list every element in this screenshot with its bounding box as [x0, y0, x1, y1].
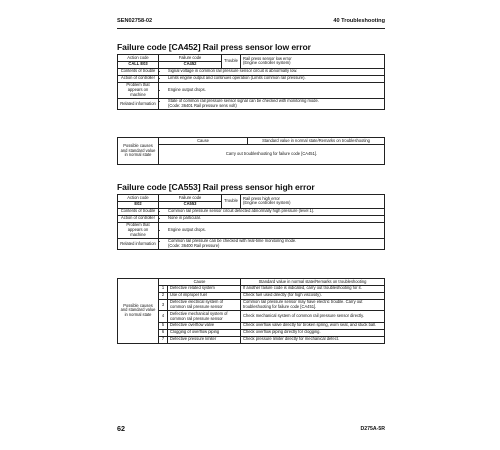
cause-remark: Common rail pressure sensor may have electric trouble. Carry out troubleshooting for failure code [CA451]. — [241, 299, 385, 311]
trouble-desc-line2: (Engine controller system) — [243, 200, 291, 206]
trouble-label: Trouble — [222, 195, 241, 209]
cause-row — [118, 311, 385, 323]
row-text: State of common rail pressure sensor signal can be checked with monitoring mode. — [168, 98, 319, 104]
cause-row — [118, 292, 385, 299]
row-text: • Engine output drops. — [168, 228, 382, 233]
cause-name: Defective mechanical system of common rail pressure sensor — [168, 311, 241, 323]
cause-name: Use of improper fuel — [168, 292, 241, 299]
action-code-value: E02 — [118, 201, 159, 208]
row-text-code: (Code: 36401 Rail pressure sens volt) — [168, 103, 237, 109]
cause-number: 1 — [159, 285, 168, 292]
cause-col-header: Cause — [159, 138, 248, 145]
standard-col-header: Standard value in normal state/Remarks on troubleshooting — [248, 138, 385, 145]
cause-remark: Check pressure limiter directly for mechanical defect. — [241, 336, 385, 343]
cause-row — [118, 299, 385, 311]
cause-remark: Check overflow piping directly for clogging. — [241, 329, 385, 336]
trouble-desc-line1: Rail press sensor low error — [243, 55, 292, 61]
cause-row — [118, 329, 385, 336]
cause-row — [118, 336, 385, 343]
row-text: Common rail pressure can be checked with real-time monitoring mode. — [168, 238, 297, 244]
cause-number: 5 — [159, 322, 168, 329]
trouble-description — [241, 55, 385, 69]
cause-remark: Check overflow valve directly for broken spring, worn seat, and stuck ball. — [241, 322, 385, 329]
action-code-header: Action code — [118, 55, 159, 62]
section-title-ca452: Failure code [CA452] Rail press sensor low error — [117, 42, 311, 52]
row-label: Contents of trouble — [118, 208, 159, 215]
possible-causes-label: Possible causes and standard value in normal state — [118, 138, 159, 165]
section-title-ca553: Failure code [CA553] Rail press sensor high error — [117, 182, 315, 192]
trouble-description — [241, 195, 385, 209]
section-name: 40 Troubleshooting — [333, 18, 385, 24]
cause-col-header: Cause — [159, 279, 241, 286]
page-header — [117, 16, 385, 29]
model-code: D275A-5R — [360, 426, 385, 432]
trouble-desc-line1: Rail press high error — [243, 195, 280, 201]
cause-row — [118, 322, 385, 329]
action-code-header: Action code — [118, 195, 159, 202]
cause-name: Defective pressure limiter — [168, 336, 241, 343]
info-row — [118, 222, 385, 238]
info-row — [118, 68, 385, 75]
info-row — [118, 82, 385, 98]
row-text: • Engine output drops. — [168, 88, 382, 93]
trouble-label: Trouble — [222, 55, 241, 69]
info-row — [118, 98, 385, 110]
cause-remark: If another failure code is indicated, carry out troubleshooting for it. — [241, 285, 385, 292]
possible-causes-label: Possible causes and standard value in normal state — [118, 279, 159, 344]
cause-number: 7 — [159, 336, 168, 343]
failure-code-value: CA452 — [159, 61, 222, 68]
cause-name: Defective overflow valve — [168, 322, 241, 329]
failure-code-header: Failure code — [159, 55, 222, 62]
cause-number: 4 — [159, 311, 168, 323]
cause-name: Defective related system — [168, 285, 241, 292]
row-text: • None in particular. — [168, 216, 382, 221]
cause-name: Defective electrical system of common rail pressure sensor — [168, 299, 241, 311]
ca452-info-table — [117, 54, 385, 110]
row-label: Action of controller — [118, 75, 159, 82]
row-text: • Limits engine output and continues operation (Limits common rail pressure). — [168, 76, 382, 81]
row-label: Related information — [118, 238, 159, 250]
failure-code-header: Failure code — [159, 195, 222, 202]
row-label: Problem that appears on machine — [118, 222, 159, 238]
cause-row — [118, 285, 385, 292]
info-row — [118, 215, 385, 222]
row-label: Problem that appears on machine — [118, 82, 159, 98]
cause-name: Clogging of overflow piping — [168, 329, 241, 336]
action-code-value: CALL E03 — [118, 61, 159, 68]
row-label: Action of controller — [118, 215, 159, 222]
cause-number: 6 — [159, 329, 168, 336]
cause-text: Carry out troubleshooting for failure code [CA451]. — [159, 144, 385, 164]
cause-remark: Check mechanical system of common rail pressure sensor directly. — [241, 311, 385, 323]
row-text: • Signal voltage in common rail pressure sensor circuit is abnormally low. — [168, 69, 382, 74]
info-row — [118, 208, 385, 215]
trouble-desc-line2: (Engine controller system) — [243, 60, 291, 66]
standard-col-header: Standard value in normal state/Remarks on troubleshooting — [241, 279, 385, 286]
ca553-info-table — [117, 194, 385, 250]
row-label: Contents of trouble — [118, 68, 159, 75]
cause-number: 2 — [159, 292, 168, 299]
cause-remark: Check fuel used directly (for high viscosity). — [241, 292, 385, 299]
info-row — [118, 75, 385, 82]
doc-number: SEN02758-02 — [117, 18, 153, 24]
row-label: Related information — [118, 98, 159, 110]
cause-number: 3 — [159, 299, 168, 311]
row-text: • Common rail pressure sensor circuit detected abnormally high pressure (level 1). — [168, 209, 382, 214]
ca553-causes-table — [117, 278, 385, 344]
page-number: 62 — [117, 424, 125, 433]
ca452-causes-table — [117, 137, 385, 165]
failure-code-value: CA553 — [159, 201, 222, 208]
row-text-code: (Code: 36400 Rail pressure) — [168, 243, 220, 249]
info-row — [118, 238, 385, 250]
